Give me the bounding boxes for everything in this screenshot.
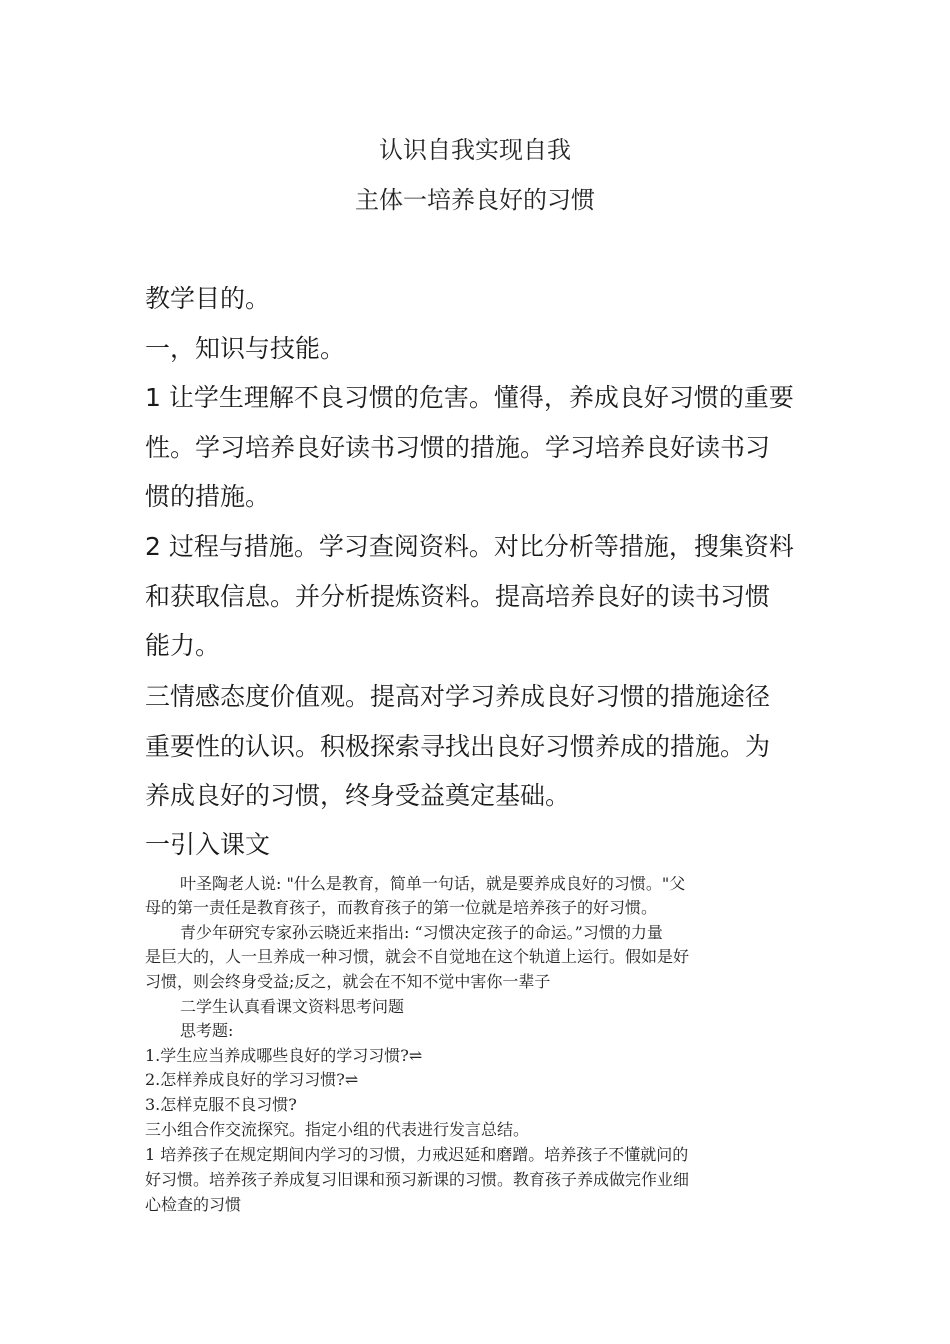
section-3-heading: 三小组合作交流探究。指定小组的代表进行发言总结。 [145,1120,530,1139]
quote-1-line-1: 叶圣陶老人说: "什么是教育，简单一句话，就是要养成良好的习惯。"父 [180,874,686,893]
quote-1-line-2: 母的第一责任是教育孩子，而教育孩子的第一位就是培养孩子的好习惯。 [145,898,658,917]
question-3: 3.怎样克服不良习惯? [145,1095,297,1114]
question-1: 1.学生应当养成哪些良好的学习习惯?⇌ [145,1046,423,1065]
quote-2-line-2: 是巨大的，人一旦养成一种习惯，就会不自觉地在这个轨道上运行。假如是好 [145,947,690,966]
summary-line-1: 1 培养孩子在规定期间内学习的习惯，力戒迟延和磨蹭。培养孩子不懂就问的 [145,1145,689,1164]
objective-item-3-line-2: 重要性的认识。积极探索寻找出良好习惯养成的措施。为 [145,732,771,761]
objective-item-3-line-3: 养成良好的习惯，终身受益奠定基础。 [145,781,571,810]
document-subtitle: 主体一培养良好的习惯 [355,186,595,214]
objective-item-1-line-3: 惯的措施。 [145,482,271,511]
quote-2-line-3: 习惯，则会终身受益;反之，就会在不知不觉中害你一辈子 [145,972,551,991]
objective-item-3-line-1: 三情感态度价值观。提高对学习养成良好习惯的措施途径 [145,682,771,711]
objective-item-2-line-2: 和获取信息。并分析提炼资料。提高培养良好的读书习惯 [145,582,771,611]
section-2-heading: 二学生认真看课文资料思考问题 [180,997,405,1016]
summary-line-2: 好习惯。培养孩子养成复习旧课和预习新课的习惯。教育孩子养成做完作业细 [145,1170,690,1189]
objective-item-2-line-1: 2 过程与措施。学习查阅资料。对比分析等措施，搜集资料 [145,532,794,561]
knowledge-section-heading: 一，知识与技能。 [145,334,346,363]
summary-line-3: 心检查的习惯 [145,1195,242,1214]
quote-2-line-1: 青少年研究专家孙云晓近来指出: “习惯决定孩子的命运。”习惯的力量 [180,923,663,942]
intro-heading: 一引入课文 [145,830,271,859]
question-2: 2.怎样养成良好的学习习惯?⇌ [145,1070,359,1089]
objective-item-1-line-2: 性。学习培养良好读书习惯的措施。学习培养良好读书习 [145,433,771,462]
document-title: 认识自我实现自我 [379,136,571,164]
objective-item-2-line-3: 能力。 [145,631,221,660]
think-label: 思考题: [180,1021,234,1040]
objective-item-1-line-1: 1 让学生理解不良习惯的危害。懂得，养成良好习惯的重要 [145,383,794,412]
objectives-heading: 教学目的。 [145,284,271,313]
